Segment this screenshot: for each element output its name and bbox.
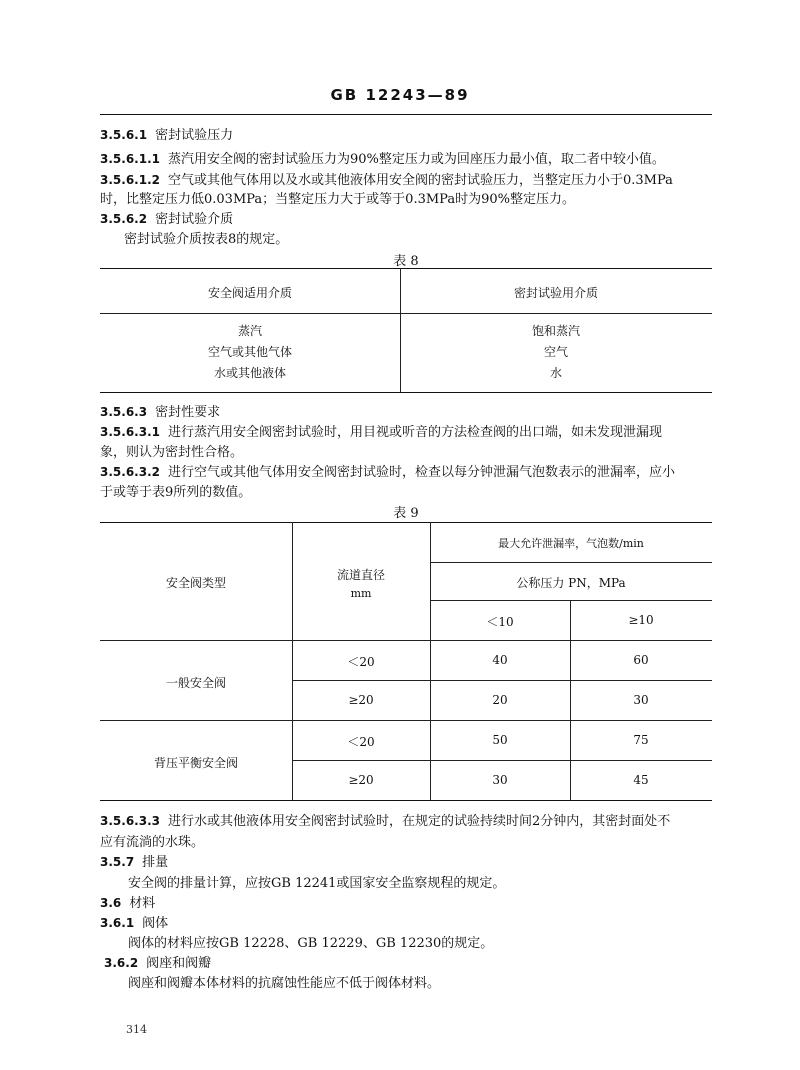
table9-dia-cell: ≥20 bbox=[348, 773, 374, 787]
section-3-5-6-2-body bbox=[124, 231, 288, 248]
table9-value-cell: 50 bbox=[492, 733, 508, 747]
table9-value-cell: 30 bbox=[492, 773, 508, 787]
section-text: 密封性要求 bbox=[155, 405, 221, 420]
table9-value-cell: 60 bbox=[633, 653, 649, 667]
table9-header-diameter: 流道直径 bbox=[336, 568, 385, 582]
table8-header-rule bbox=[100, 313, 712, 314]
standard-code-header: GB 12243—89 bbox=[330, 86, 470, 104]
section-number: 3.5.6.1 bbox=[100, 128, 148, 142]
table8-cell: 蒸汽 bbox=[237, 324, 262, 338]
table9-value-cell: 75 bbox=[633, 733, 649, 747]
table9-header-pressure-low: ＜10 bbox=[486, 615, 514, 629]
table9-header-rule bbox=[100, 640, 712, 641]
table9-top-rule bbox=[100, 522, 712, 523]
section-text: 密封试验介质 bbox=[155, 212, 234, 227]
section-3-6-1 bbox=[100, 915, 168, 932]
table9-caption: 表 9 bbox=[393, 506, 419, 521]
table9-group-rule bbox=[100, 720, 712, 721]
section-text: 于或等于表9所列的数值。 bbox=[100, 485, 252, 500]
table8-cell: 水或其他液体 bbox=[213, 366, 286, 380]
section-number: 3.5.6.2 bbox=[100, 212, 148, 226]
section-text: 密封试验介质按表8的规定。 bbox=[124, 232, 289, 247]
table9-subheader-rule bbox=[430, 562, 712, 563]
header-rule bbox=[100, 114, 712, 115]
table9-type-cell: 一般安全阀 bbox=[165, 676, 226, 690]
section-number: 3.5.6.3 bbox=[100, 405, 148, 419]
table8-header-medium: 安全阀适用介质 bbox=[207, 286, 292, 300]
section-number: 3.6.1 bbox=[100, 916, 135, 930]
table9-header-diameter-unit: mm bbox=[350, 587, 372, 600]
section-3-5-6-1-1 bbox=[100, 151, 665, 168]
section-text: 象，则认为密封性合格。 bbox=[100, 445, 244, 460]
table8-header-test-medium: 密封试验用介质 bbox=[513, 286, 598, 300]
table9-subheader-rule-2 bbox=[430, 600, 712, 601]
section-3-5-7 bbox=[100, 854, 168, 871]
section-number: 3.6.2 bbox=[104, 956, 139, 970]
section-number: 3.5.6.1.2 bbox=[100, 173, 160, 187]
section-number: 3.5.6.3.3 bbox=[100, 814, 160, 828]
table9-header-pressure: 公称压力 PN，MPa bbox=[516, 576, 626, 590]
section-3-6-2-body bbox=[128, 975, 440, 992]
section-text: 进行蒸汽用安全阀密封试验时，用目视或听音的方法检查阀的出口端，如未发现泄漏现 bbox=[167, 425, 662, 440]
section-number: 3.5.6.3.2 bbox=[100, 465, 160, 479]
section-3-6-2 bbox=[104, 955, 211, 972]
section-text: 空气或其他气体用以及水或其他液体用安全阀的密封试验压力，当整定压力小于0.3MPa bbox=[167, 173, 673, 188]
table8-caption: 表 8 bbox=[393, 254, 419, 269]
section-text: 进行空气或其他气体用安全阀密封试验时，检查以每分钟泄漏气泡数表示的泄漏率，应小 bbox=[167, 465, 675, 480]
section-text: 阀座和阀瓣本体材料的抗腐蚀性能应不低于阀体材料。 bbox=[128, 976, 441, 991]
table9-inner-rule bbox=[292, 680, 712, 681]
section-text: 安全阀的排量计算，应按GB 12241或国家安全监察规程的规定。 bbox=[128, 876, 506, 891]
section-3-5-6-3-2-cont bbox=[100, 484, 251, 501]
section-3-6 bbox=[100, 895, 155, 912]
section-number: 3.5.7 bbox=[100, 855, 135, 869]
table9-value-cell: 20 bbox=[492, 693, 508, 707]
section-text: 阀体的材料应按GB 12228、GB 12229、GB 12230的规定。 bbox=[128, 936, 494, 951]
table8-cell: 水 bbox=[549, 366, 562, 380]
section-text: 应有流淌的水珠。 bbox=[100, 835, 205, 850]
table9-value-cell: 40 bbox=[492, 653, 508, 667]
section-text: 阀体 bbox=[142, 916, 169, 931]
section-text: 进行水或其他液体用安全阀密封试验时，在规定的试验持续时间2分钟内，其密封面处不 bbox=[167, 814, 671, 829]
section-text: 密封试验压力 bbox=[155, 128, 234, 143]
section-text: 阀座和阀瓣 bbox=[146, 956, 212, 971]
section-3-5-6-3 bbox=[100, 404, 220, 421]
section-text: 时，比整定压力低0.03MPa；当整定压力大于或等于0.3MPa时为90%整定压力。 bbox=[100, 192, 575, 207]
section-3-5-7-body bbox=[128, 875, 505, 892]
section-3-5-6-3-1-cont bbox=[100, 444, 243, 461]
section-text: 排量 bbox=[142, 855, 169, 870]
section-3-5-6-3-3 bbox=[100, 813, 670, 830]
table9-bottom-rule bbox=[100, 800, 712, 801]
section-3-5-6-1-2 bbox=[100, 172, 673, 189]
table8-cell: 空气或其他气体 bbox=[207, 345, 292, 359]
table9-inner-rule bbox=[292, 760, 712, 761]
table9-value-cell: 45 bbox=[633, 773, 649, 787]
table9-value-cell: 30 bbox=[633, 693, 649, 707]
page-number: 314 bbox=[126, 1023, 147, 1036]
section-number: 3.6 bbox=[100, 896, 122, 910]
table8-top-rule bbox=[100, 268, 712, 269]
table9-dia-cell: ＜20 bbox=[347, 735, 375, 749]
table8-cell: 空气 bbox=[543, 345, 568, 359]
section-3-5-6-1-2-cont bbox=[100, 191, 575, 208]
table9-header-type: 安全阀类型 bbox=[165, 576, 226, 590]
section-3-5-6-3-3-cont bbox=[100, 834, 204, 851]
table8-cell: 饱和蒸汽 bbox=[531, 324, 580, 338]
section-number: 3.5.6.1.1 bbox=[100, 152, 160, 166]
section-text: 材料 bbox=[129, 896, 156, 911]
table9-dia-cell: ≥20 bbox=[348, 693, 374, 707]
table8-bottom-rule bbox=[100, 392, 712, 393]
section-3-5-6-1 bbox=[100, 127, 233, 144]
table9-type-cell: 背压平衡安全阀 bbox=[153, 756, 238, 770]
section-3-5-6-3-1 bbox=[100, 424, 662, 441]
section-number: 3.5.6.3.1 bbox=[100, 425, 160, 439]
section-3-6-1-body bbox=[128, 935, 493, 952]
section-text: 蒸汽用安全阀的密封试验压力为90%整定压力或为回座压力最小值，取二者中较小值。 bbox=[167, 152, 665, 167]
table9-dia-cell: ＜20 bbox=[347, 655, 375, 669]
section-3-5-6-3-2 bbox=[100, 464, 675, 481]
table9-header-leak-rate: 最大允许泄漏率，气泡数/min bbox=[498, 537, 644, 550]
section-3-5-6-2 bbox=[100, 211, 233, 228]
table9-header-pressure-high: ≥10 bbox=[628, 613, 654, 627]
